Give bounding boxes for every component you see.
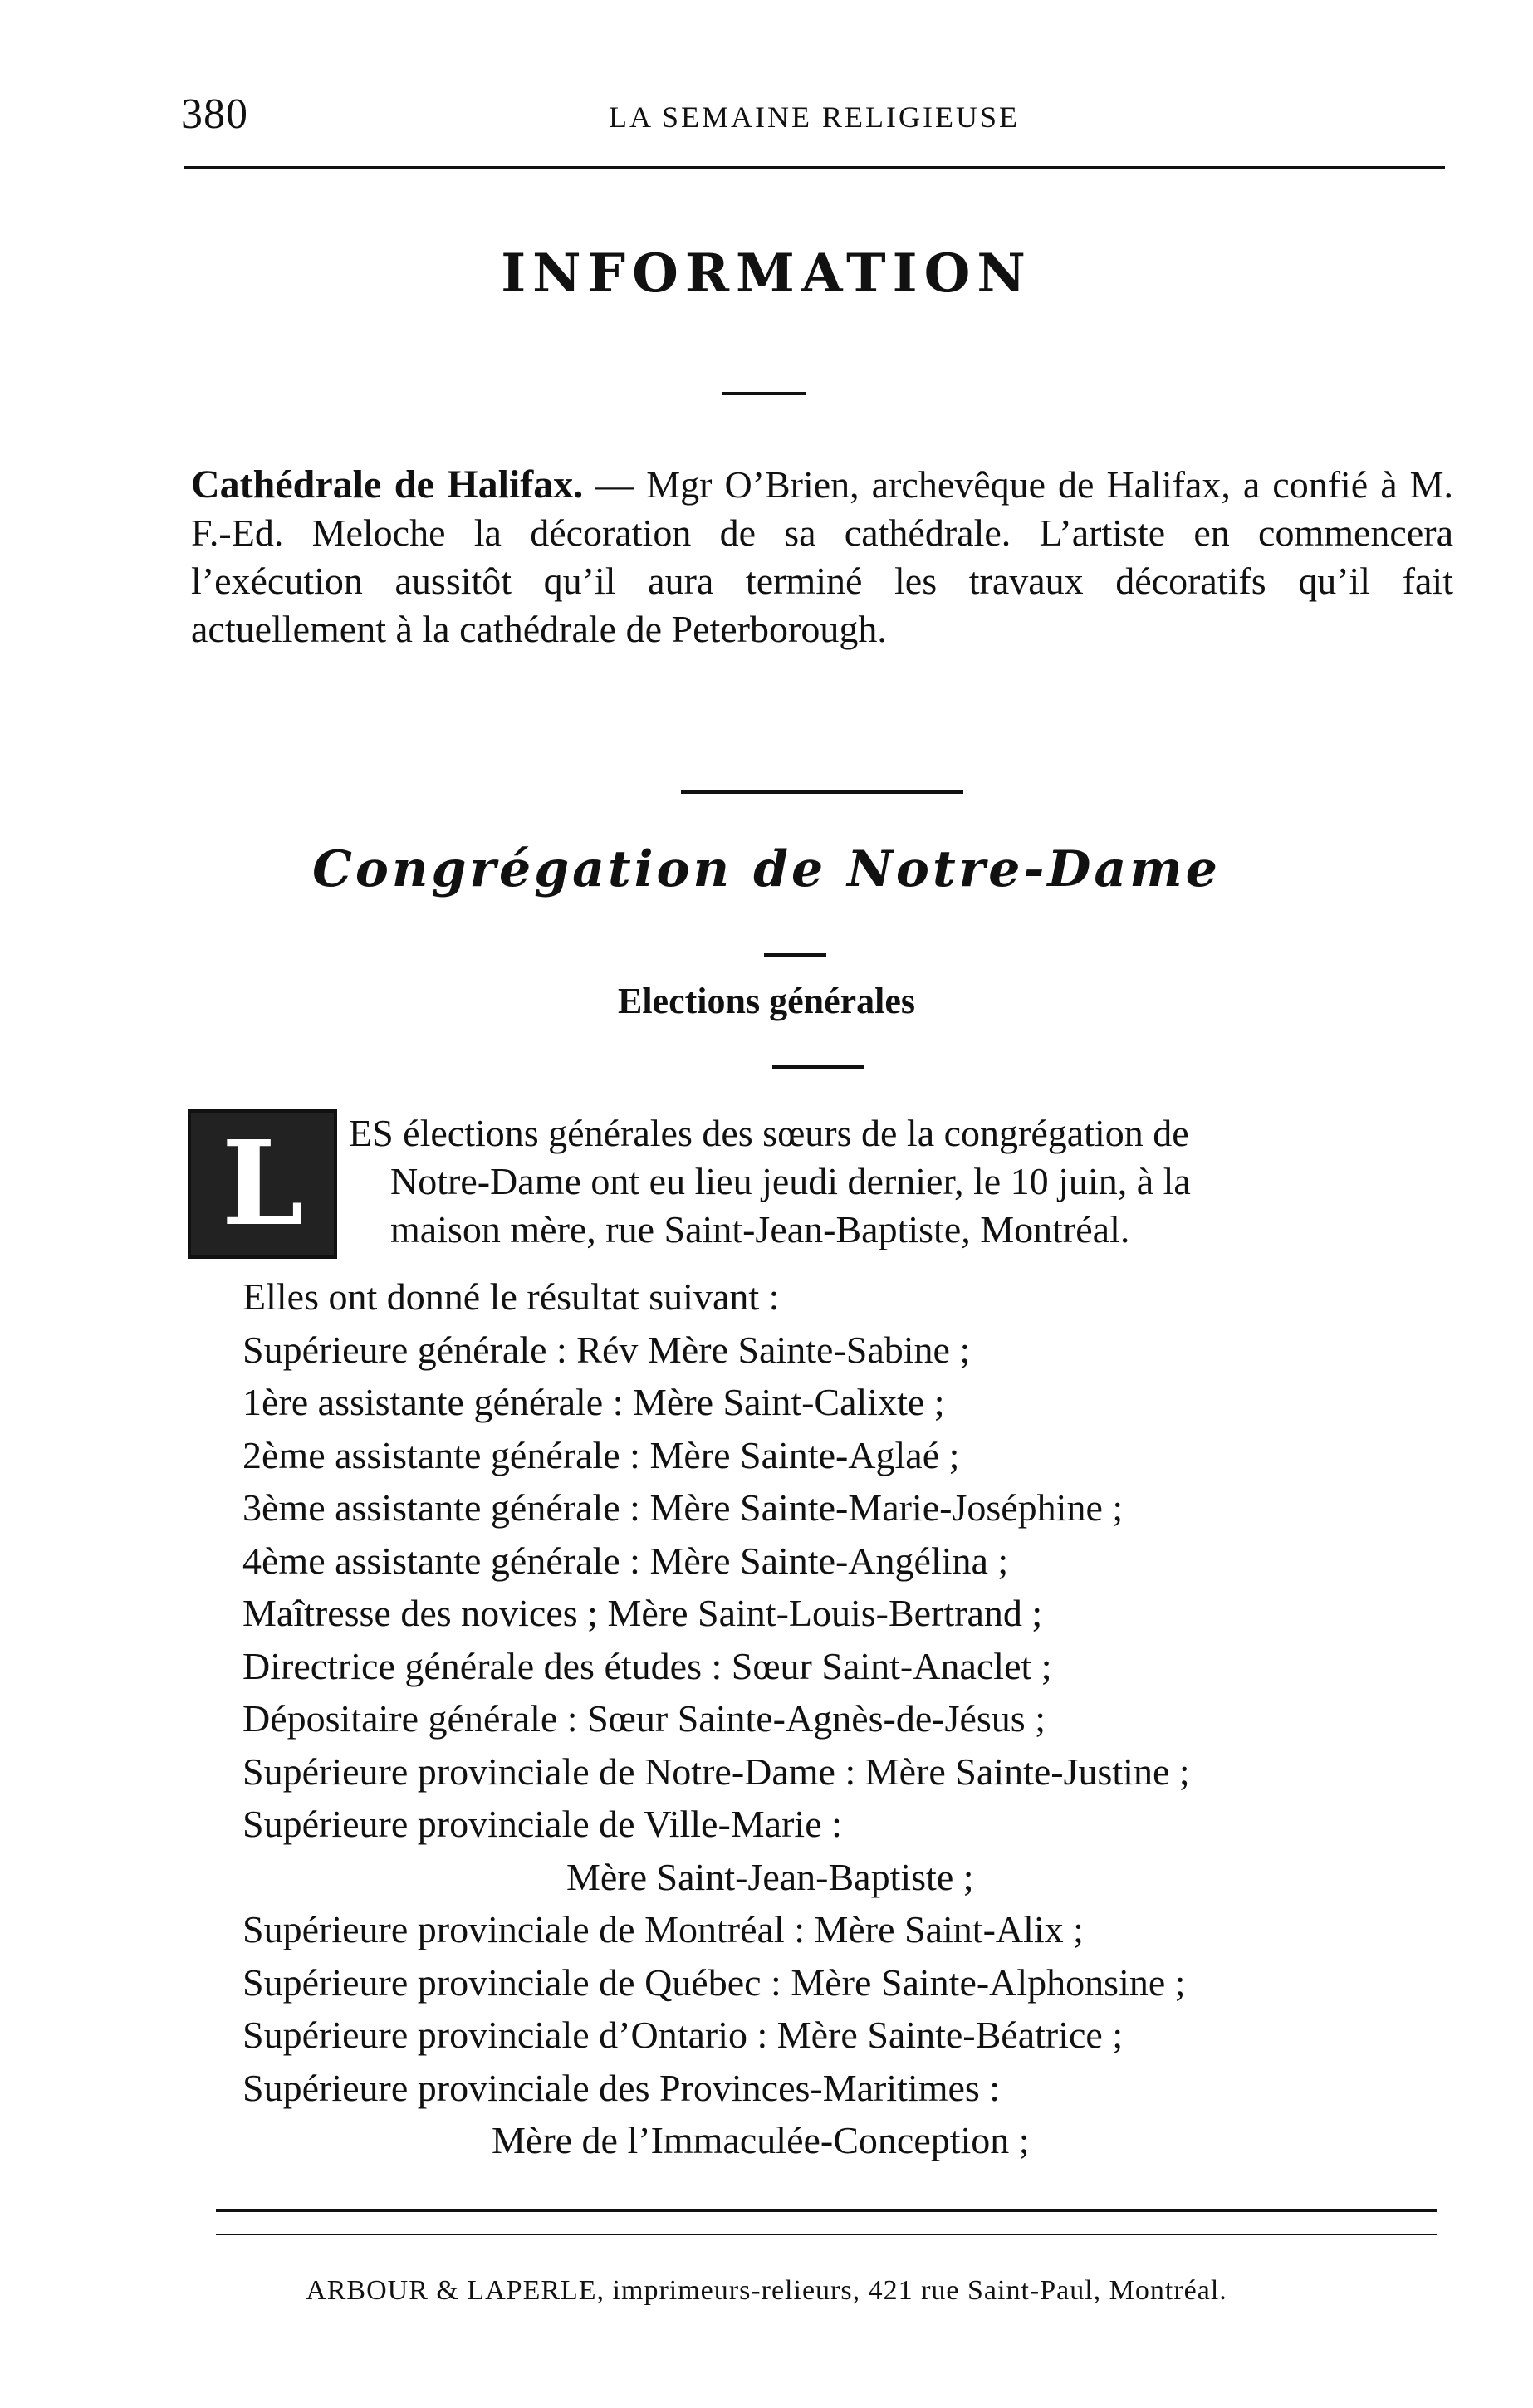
list-item: Mère de l’Immaculée-Conception ; <box>492 2119 1030 2161</box>
paragraph-lead: Cathédrale de Halifax. <box>191 463 584 507</box>
intro-line: maison mère, rue Saint-Jean-Baptiste, Montréal. <box>390 1208 1130 1250</box>
header-rule <box>184 166 1445 169</box>
list-item: Directrice générale des études : Sœur Saint-Anaclet ; <box>242 1644 1052 1687</box>
elections-intro <box>349 1109 1453 1254</box>
list-item: Supérieure provinciale des Provinces-Maritimes : <box>242 2066 1001 2109</box>
list-item: 1ère assistante générale : Mère Saint-Calixte ; <box>242 1381 945 1423</box>
list-item: Elles ont donné le résultat suivant : <box>242 1275 780 1318</box>
intro-line: ES élections générales des sœurs de la congrégation de <box>349 1112 1189 1154</box>
election-results <box>242 1270 1455 2167</box>
list-item: Supérieure provinciale de Québec : Mère Sainte-Alphonsine ; <box>242 1960 1186 2004</box>
section-divider <box>681 790 963 794</box>
dropcap-letter: L <box>221 1116 304 1252</box>
footer-rule-thin <box>216 2234 1437 2235</box>
footer-rule <box>216 2209 1437 2212</box>
section-title-congregation: Congrégation de Notre-Dame <box>312 840 1221 898</box>
halifax-paragraph <box>191 461 1453 653</box>
short-divider <box>764 953 826 957</box>
list-item: 3ème assistante générale : Mère Sainte-Marie-Joséphine ; <box>242 1486 1124 1529</box>
section-title-information: INFORMATION <box>501 242 1032 305</box>
short-divider <box>772 1065 864 1069</box>
intro-line: Notre-Dame ont eu lieu jeudi dernier, le 10 juin, à la <box>390 1160 1191 1202</box>
subtitle-elections: Elections générales <box>617 981 916 1021</box>
list-item: 4ème assistante générale : Mère Sainte-Angélina ; <box>242 1539 1009 1582</box>
list-item: Supérieure provinciale d’Ontario : Mère Sainte-Béatrice ; <box>242 2014 1124 2056</box>
list-item: Mère Saint-Jean-Baptiste ; <box>566 1855 974 1898</box>
paragraph-body: — Mgr O’Brien, archevêque de Halifax, a confié à M. F.-Ed. Meloche la décoration de sa cathédrale. L’artiste en commencera l’exécution aussitôt qu’il aura terminé les travaux décoratifs qu’il fait actuellement à la cathédrale de Peterborough. <box>191 463 1453 650</box>
list-item: Supérieure générale : Rév Mère Sainte-Sabine ; <box>242 1328 971 1371</box>
running-head <box>181 90 1427 148</box>
list-item: Supérieure provinciale de Montréal : Mère Saint-Alix ; <box>242 1908 1084 1950</box>
decorated-initial <box>188 1109 337 1259</box>
list-item: 2ème assistante générale : Mère Sainte-Aglaé ; <box>242 1433 960 1476</box>
list-item: Maîtresse des novices ; Mère Saint-Louis-Bertrand ; <box>242 1592 1043 1634</box>
list-item: Supérieure provinciale de Notre-Dame : Mère Sainte-Justine ; <box>242 1750 1190 1793</box>
page-number: 380 <box>181 91 248 138</box>
short-divider <box>722 392 806 395</box>
printer-imprint: ARBOUR & LAPERLE, imprimeurs-relieurs, 421 rue Saint-Paul, Montréal. <box>306 2275 1227 2306</box>
journal-title: LA SEMAINE RELIGIEUSE <box>609 100 1020 134</box>
list-item: Supérieure provinciale de Ville-Marie : <box>242 1803 842 1845</box>
list-item: Dépositaire générale : Sœur Sainte-Agnès-de-Jésus ; <box>242 1697 1046 1740</box>
